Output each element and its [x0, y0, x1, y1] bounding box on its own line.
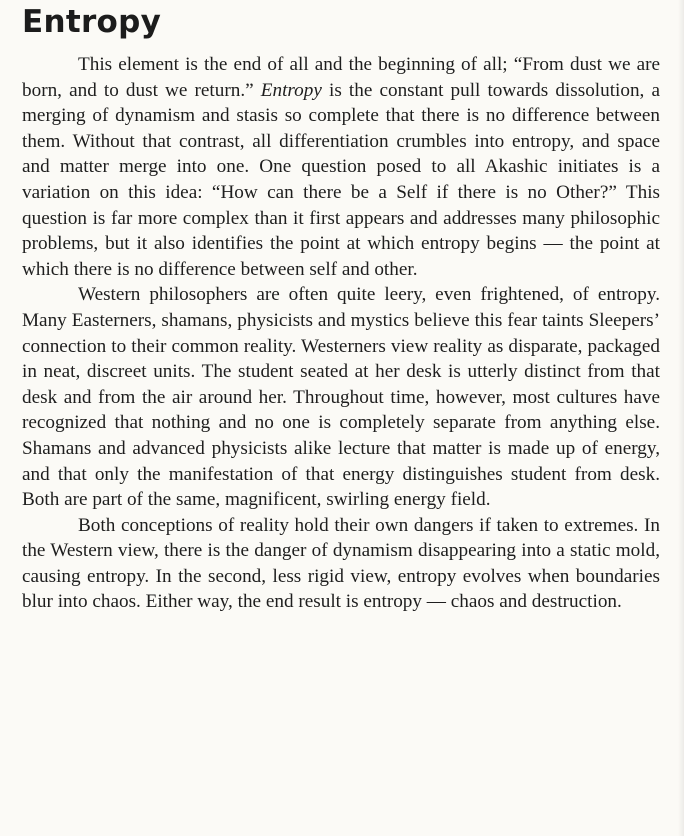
paragraph-1 [22, 52, 660, 282]
page-edge-shadow [678, 0, 684, 836]
section-heading: Entropy [22, 4, 162, 40]
paragraph-1-emphasis: Entropy [260, 79, 322, 101]
body-text [22, 52, 660, 615]
paragraph-2: Western philosophers are often quite leery, even frightened, of entropy. Many Easterners, shamans, physicists and mystics believe this fear taints Sleepers’ connection to their common reality. Westerners view reality as disparate, packaged in neat, discreet units. The student seated at her desk is utterly distinct from that desk and from the air around her. Throughout time, however, most cultures have recognized that nothing and no one is completely separate from anything else. Shamans and advanced physicists alike lecture that matter is made up of energy, and that only the manifestation of that energy distinguishes student from desk. Both are part of the same, magnificent, swirling energy field. [22, 284, 660, 511]
paragraph-3: Both conceptions of reality hold their own dangers if taken to extremes. In the Western view, there is the danger of dynamism disappearing into a static mold, causing entropy. In the second, less rigid view, entropy evolves when boundaries blur into chaos. Either way, the end result is entropy — chaos and destruction. [22, 514, 660, 613]
paragraph-1-text-start: This element is the end of all and the beginning of all; “From dust we are born, and to dust we return.” [22, 54, 660, 101]
paragraph-1-text-end: is the constant pull towards dissolution, a merging of dynamism and stasis so complete that there is no difference between them. Without that contrast, all differentiation crumbles into entropy, and space and matter merge into one. One question posed to all Akashic initiates is a variation on this idea: “How can there be a Self if there is no Other?” This question is far more complex than it first appears and addresses many philosophic problems, but it also identifies the point at which entropy begins — the point at which there is no difference between self and other. [22, 79, 660, 280]
